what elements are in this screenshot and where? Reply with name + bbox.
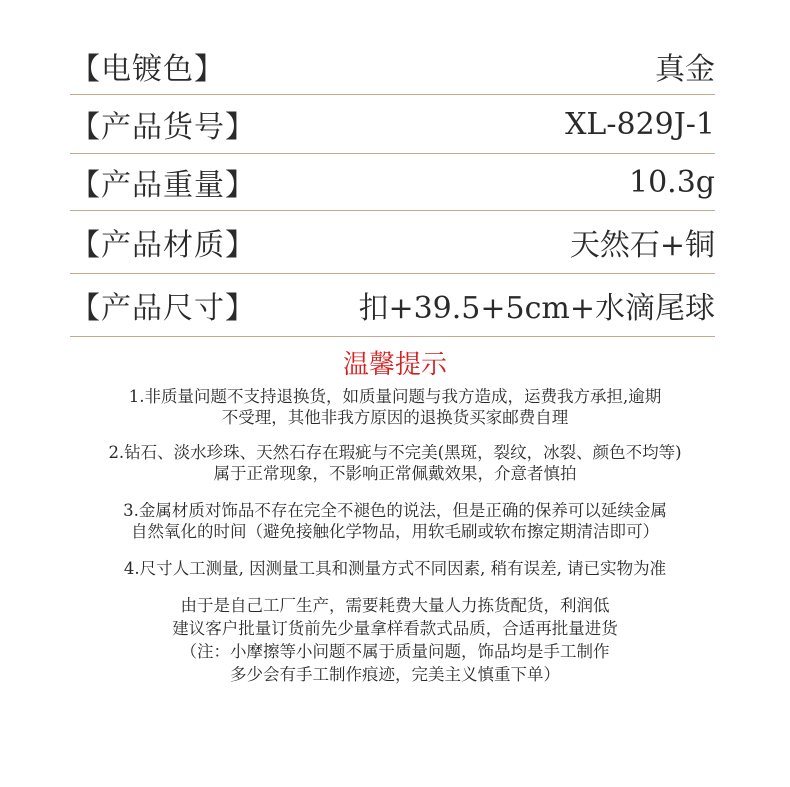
spec-label: 【产品重量】	[70, 168, 256, 203]
note-line: 属于正常现象，不影响正常佩戴效果，介意者慎拍	[213, 464, 577, 483]
spec-value: XL-829J-1	[565, 106, 715, 142]
note-line: 2.钻石、淡水珍珠、天然石存在瑕疵与不完美(黑斑，裂纹，冰裂、颜色不均等)	[108, 443, 682, 462]
spec-value: 天然石+铜	[569, 228, 715, 263]
note-4	[0, 558, 790, 579]
spec-value: 真金	[655, 52, 715, 87]
spec-table	[70, 38, 715, 337]
spec-label: 【产品材质】	[70, 228, 256, 263]
note-line: （注：小摩擦等小问题不属于质量问题，饰品均是手工制作	[180, 642, 610, 661]
spec-row-weight	[70, 154, 715, 211]
spec-row-size	[70, 274, 715, 337]
spec-row-plating-color	[70, 38, 715, 95]
spec-row-product-code	[70, 95, 715, 154]
spec-label: 【产品尺寸】	[70, 291, 256, 326]
spec-value: 10.3g	[628, 164, 715, 200]
note-line: 不受理，其他非我方原因的退换货买家邮费自理	[221, 408, 569, 427]
notice-title: 温馨提示	[342, 350, 447, 380]
note-1	[0, 386, 790, 428]
note-5	[0, 594, 790, 686]
note-line: 自然氧化的时间（避免接触化学物品，用软毛刷或软布擦定期清洁即可）	[131, 522, 659, 541]
note-line: 3.金属材质对饰品不存在完全不褪色的说法，但是正确的保养可以延续金属	[123, 501, 667, 520]
spec-value: 扣+39.5+5cm+水滴尾球	[358, 291, 715, 326]
note-line: 4.尺寸人工测量, 因测量工具和测量方式不同因素, 稍有误差, 请已实物为准	[123, 559, 667, 578]
spec-label: 【产品货号】	[70, 110, 256, 145]
note-2	[0, 442, 790, 484]
spec-label: 【电镀色】	[70, 52, 225, 87]
spec-row-material	[70, 211, 715, 274]
note-3	[0, 500, 790, 542]
note-line: 建议客户批量订货前先少量拿样看款式品质，合适再批量进货	[172, 619, 618, 638]
note-line: 多少会有手工制作痕迹，完美主义慎重下单）	[230, 665, 560, 684]
note-line: 1.非质量问题不支持退换货，如质量问题与我方造成，运费我方承担,逾期	[128, 387, 662, 406]
note-line: 由于是自己工厂生产，需要耗费大量人力拣货配货，利润低	[180, 596, 610, 615]
